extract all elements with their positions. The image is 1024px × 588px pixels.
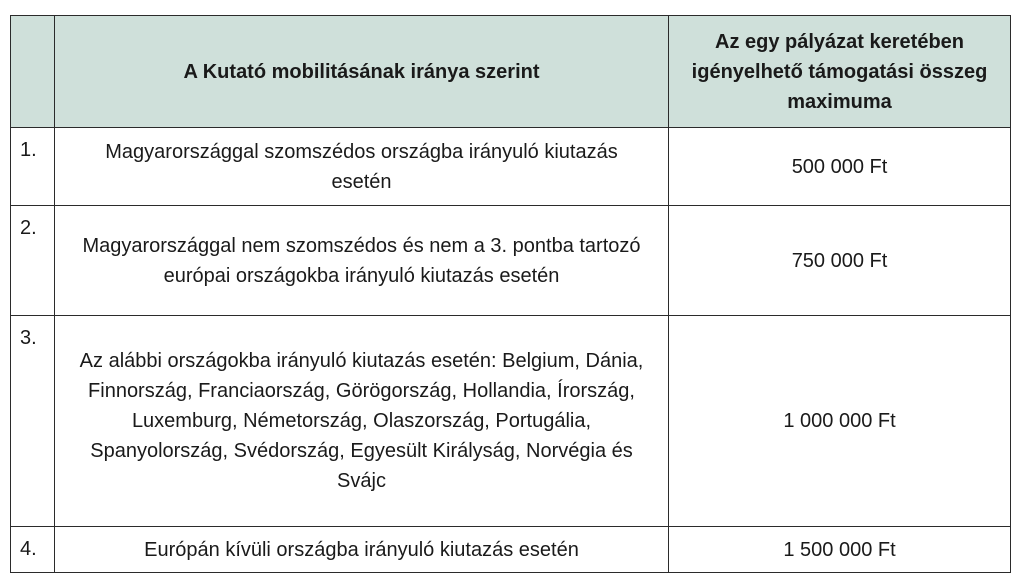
row-number: 3. [11, 316, 55, 527]
row-amount: 1 500 000 Ft [669, 527, 1011, 573]
row-amount: 1 000 000 Ft [669, 316, 1011, 527]
table-body [11, 128, 1011, 573]
row-description [55, 527, 669, 573]
header-direction-text: A Kutató mobilitásának iránya szerint [183, 60, 540, 83]
table-row [11, 206, 1011, 316]
row-description [55, 128, 669, 206]
row-description [55, 316, 669, 527]
row-description [55, 206, 669, 316]
row-description-text: Európán kívüli országba irányuló kiutazás esetén [144, 538, 579, 561]
header-direction [55, 16, 669, 128]
row-description-text: Az alábbi országokba irányuló kiutazás esetén: Belgium, Dánia, Finnország, Franciaország, Görögország, Hollandia, Írország, Luxemburg, Németország, Olaszország, Portugália, Spanyolország, Svédország, Egyesült Királyság, Norvégia és Svájc [79, 350, 644, 492]
row-number: 4. [11, 527, 55, 573]
row-description-text: Magyarországgal nem szomszédos és nem a 3. pontba tartozó európai országokba irányuló kiutazás esetén [82, 234, 641, 287]
table-row [11, 128, 1011, 206]
header-row [11, 16, 1011, 128]
header-amount-text: Az egy pályázat keretében igényelhető támogatási összeg maximuma [691, 30, 988, 113]
header-number [11, 16, 55, 128]
table-row [11, 316, 1011, 527]
header-amount [669, 16, 1011, 128]
row-number: 1. [11, 128, 55, 206]
row-amount: 750 000 Ft [669, 206, 1011, 316]
support-amount-table [10, 15, 1011, 573]
table-row [11, 527, 1011, 573]
table-header [11, 16, 1011, 128]
row-amount: 500 000 Ft [669, 128, 1011, 206]
row-description-text: Magyarországgal szomszédos országba irányuló kiutazás esetén [105, 140, 618, 193]
row-number: 2. [11, 206, 55, 316]
